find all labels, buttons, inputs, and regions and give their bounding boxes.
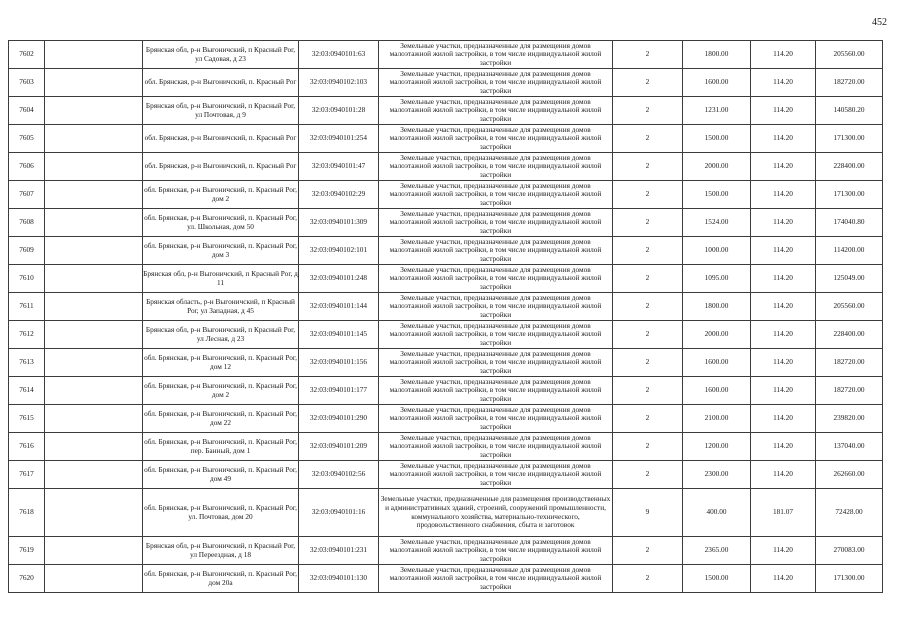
page-number: 452	[872, 17, 887, 28]
specific-value-cell: 114.20	[751, 209, 816, 237]
land-use-cell: Земельные участки, предназначенные для размещения домов малоэтажной жилой застройки, в том числе индивидуальной жилой застройки	[379, 565, 613, 593]
blank-cell	[45, 537, 143, 565]
specific-value-cell: 114.20	[751, 293, 816, 321]
specific-value-cell: 114.20	[751, 321, 816, 349]
row-number-cell: 7612	[9, 321, 45, 349]
use-group-cell: 2	[613, 537, 683, 565]
row-number-cell: 7603	[9, 69, 45, 97]
cadastral-value-cell: 114200.00	[816, 237, 883, 265]
land-use-cell: Земельные участки, предназначенные для размещения домов малоэтажной жилой застройки, в том числе индивидуальной жилой застройки	[379, 97, 613, 125]
cadastral-value-cell: 262660.00	[816, 461, 883, 489]
land-use-cell: Земельные участки, предназначенные для размещения домов малоэтажной жилой застройки, в том числе индивидуальной жилой застройки	[379, 125, 613, 153]
use-group-cell: 2	[613, 181, 683, 209]
address-cell: обл. Брянская, р-н Выгоничский, п. Красный Рог, ул. Почтовая, дом 20	[143, 489, 299, 537]
address-cell: обл. Брянская, р-н Выгоничский, п. Красный Рог	[143, 153, 299, 181]
table-row	[9, 209, 883, 237]
row-number-cell: 7609	[9, 237, 45, 265]
cadastral-number-cell: 32:03:0940101:177	[299, 377, 379, 405]
address-cell: Брянская обл, р-н Выгоничский, п Красный Рог, ул Почтовая, д 9	[143, 97, 299, 125]
table-row	[9, 461, 883, 489]
blank-cell	[45, 69, 143, 97]
cadastral-number-cell: 32:03:0940101:156	[299, 349, 379, 377]
blank-cell	[45, 489, 143, 537]
row-number-cell: 7619	[9, 537, 45, 565]
row-number-cell: 7618	[9, 489, 45, 537]
area-cell: 2000.00	[683, 153, 751, 181]
cadastral-number-cell: 32:03:0940101:231	[299, 537, 379, 565]
table-row	[9, 41, 883, 69]
use-group-cell: 2	[613, 565, 683, 593]
row-number-cell: 7620	[9, 565, 45, 593]
use-group-cell: 2	[613, 377, 683, 405]
area-cell: 1800.00	[683, 293, 751, 321]
use-group-cell: 2	[613, 41, 683, 69]
use-group-cell: 2	[613, 125, 683, 153]
land-use-cell: Земельные участки, предназначенные для размещения домов малоэтажной жилой застройки, в том числе индивидуальной жилой застройки	[379, 349, 613, 377]
area-cell: 2300.00	[683, 461, 751, 489]
row-number-cell: 7605	[9, 125, 45, 153]
blank-cell	[45, 461, 143, 489]
cadastral-value-table	[8, 40, 883, 593]
land-use-cell: Земельные участки, предназначенные для размещения домов малоэтажной жилой застройки, в том числе индивидуальной жилой застройки	[379, 69, 613, 97]
area-cell: 1200.00	[683, 433, 751, 461]
cadastral-number-cell: 32:03:0940101:144	[299, 293, 379, 321]
use-group-cell: 2	[613, 265, 683, 293]
specific-value-cell: 114.20	[751, 377, 816, 405]
blank-cell	[45, 153, 143, 181]
use-group-cell: 9	[613, 489, 683, 537]
area-cell: 1500.00	[683, 125, 751, 153]
row-number-cell: 7616	[9, 433, 45, 461]
cadastral-number-cell: 32:03:0940102:103	[299, 69, 379, 97]
area-cell: 1600.00	[683, 69, 751, 97]
cadastral-value-cell: 228400.00	[816, 321, 883, 349]
table-row	[9, 125, 883, 153]
land-use-cell: Земельные участки, предназначенные для размещения домов малоэтажной жилой застройки, в том числе индивидуальной жилой застройки	[379, 293, 613, 321]
specific-value-cell: 114.20	[751, 97, 816, 125]
table-row	[9, 349, 883, 377]
cadastral-value-cell: 239820.00	[816, 405, 883, 433]
address-cell: обл. Брянская, р-н Выгоничский, п. Красный Рог, дом 3	[143, 237, 299, 265]
specific-value-cell: 114.20	[751, 265, 816, 293]
use-group-cell: 2	[613, 433, 683, 461]
specific-value-cell: 114.20	[751, 41, 816, 69]
specific-value-cell: 114.20	[751, 237, 816, 265]
table-row	[9, 433, 883, 461]
specific-value-cell: 114.20	[751, 181, 816, 209]
land-use-cell: Земельные участки, предназначенные для размещения домов малоэтажной жилой застройки, в том числе индивидуальной жилой застройки	[379, 41, 613, 69]
area-cell: 2000.00	[683, 321, 751, 349]
row-number-cell: 7617	[9, 461, 45, 489]
specific-value-cell: 181.07	[751, 489, 816, 537]
blank-cell	[45, 433, 143, 461]
address-cell: Брянская обл, р-н Выгоничский, п Красный Рог, д 11	[143, 265, 299, 293]
cadastral-number-cell: 32:03:0940101:47	[299, 153, 379, 181]
blank-cell	[45, 237, 143, 265]
use-group-cell: 2	[613, 461, 683, 489]
address-cell: Брянская обл, р-н Выгоничский, п Красный Рог, ул Переездная, д 18	[143, 537, 299, 565]
cadastral-number-cell: 32:03:0940101:145	[299, 321, 379, 349]
blank-cell	[45, 265, 143, 293]
cadastral-value-cell: 270083.00	[816, 537, 883, 565]
cadastral-number-cell: 32:03:0940101:309	[299, 209, 379, 237]
land-use-cell: Земельные участки, предназначенные для размещения домов малоэтажной жилой застройки, в том числе индивидуальной жилой застройки	[379, 237, 613, 265]
table-row	[9, 69, 883, 97]
land-use-cell: Земельные участки, предназначенные для размещения домов малоэтажной жилой застройки, в том числе индивидуальной жилой застройки	[379, 209, 613, 237]
blank-cell	[45, 349, 143, 377]
specific-value-cell: 114.20	[751, 125, 816, 153]
table-row	[9, 321, 883, 349]
table-row	[9, 405, 883, 433]
cadastral-value-cell: 228400.00	[816, 153, 883, 181]
blank-cell	[45, 181, 143, 209]
area-cell: 1600.00	[683, 349, 751, 377]
address-cell: обл. Брянская, р-н Выгоничский, п. Красный Рог, пер. Банный, дом 1	[143, 433, 299, 461]
cadastral-number-cell: 32:03:0940101:254	[299, 125, 379, 153]
land-use-cell: Земельные участки, предназначенные для размещения домов малоэтажной жилой застройки, в том числе индивидуальной жилой застройки	[379, 265, 613, 293]
cadastral-value-cell: 182720.00	[816, 377, 883, 405]
cadastral-value-cell: 72428.00	[816, 489, 883, 537]
land-use-cell: Земельные участки, предназначенные для размещения домов малоэтажной жилой застройки, в том числе индивидуальной жилой застройки	[379, 321, 613, 349]
cadastral-number-cell: 32:03:0940101:248	[299, 265, 379, 293]
table-row	[9, 181, 883, 209]
address-cell: Брянская область, р-н Выгоничский, п Красный Рог, ул Западная, д 45	[143, 293, 299, 321]
specific-value-cell: 114.20	[751, 405, 816, 433]
area-cell: 1500.00	[683, 565, 751, 593]
row-number-cell: 7610	[9, 265, 45, 293]
table-row	[9, 377, 883, 405]
row-number-cell: 7613	[9, 349, 45, 377]
address-cell: обл. Брянская, р-н Выгоничский, п. Красный Рог, дом 2	[143, 181, 299, 209]
cadastral-value-cell: 137040.00	[816, 433, 883, 461]
specific-value-cell: 114.20	[751, 69, 816, 97]
use-group-cell: 2	[613, 405, 683, 433]
address-cell: Брянская обл, р-н Выгоничский, п Красный Рог, ул Садовая, д 23	[143, 41, 299, 69]
specific-value-cell: 114.20	[751, 153, 816, 181]
blank-cell	[45, 293, 143, 321]
use-group-cell: 2	[613, 97, 683, 125]
address-cell: обл. Брянская, р-н Выгоничский, п. Красный Рог, дом 2	[143, 377, 299, 405]
use-group-cell: 2	[613, 293, 683, 321]
row-number-cell: 7606	[9, 153, 45, 181]
specific-value-cell: 114.20	[751, 537, 816, 565]
blank-cell	[45, 125, 143, 153]
area-cell: 1000.00	[683, 237, 751, 265]
cadastral-number-cell: 32:03:0940101:209	[299, 433, 379, 461]
specific-value-cell: 114.20	[751, 461, 816, 489]
cadastral-value-cell: 140580.20	[816, 97, 883, 125]
cadastral-value-cell: 182720.00	[816, 349, 883, 377]
area-cell: 1231.00	[683, 97, 751, 125]
table-row	[9, 293, 883, 321]
table-row	[9, 565, 883, 593]
use-group-cell: 2	[613, 69, 683, 97]
use-group-cell: 2	[613, 237, 683, 265]
row-number-cell: 7608	[9, 209, 45, 237]
row-number-cell: 7604	[9, 97, 45, 125]
address-cell: обл. Брянская, р-н Выгоничский, п. Красный Рог	[143, 69, 299, 97]
address-cell: обл. Брянская, р-н Выгоничский, п. Красный Рог, ул. Школьная, дом 50	[143, 209, 299, 237]
address-cell: обл. Брянская, р-н Выгоничский, п. Красный Рог, дом 20а	[143, 565, 299, 593]
table-row	[9, 489, 883, 537]
address-cell: обл. Брянская, р-н Выгоничский, п. Красный Рог, дом 12	[143, 349, 299, 377]
use-group-cell: 2	[613, 321, 683, 349]
address-cell: обл. Брянская, р-н Выгоничский, п. Красный Рог, дом 22	[143, 405, 299, 433]
area-cell: 2365.00	[683, 537, 751, 565]
cadastral-value-cell: 171300.00	[816, 181, 883, 209]
specific-value-cell: 114.20	[751, 349, 816, 377]
blank-cell	[45, 97, 143, 125]
blank-cell	[45, 405, 143, 433]
land-use-cell: Земельные участки, предназначенные для размещения домов малоэтажной жилой застройки, в том числе индивидуальной жилой застройки	[379, 181, 613, 209]
land-use-cell: Земельные участки, предназначенные для размещения домов малоэтажной жилой застройки, в том числе индивидуальной жилой застройки	[379, 461, 613, 489]
cadastral-number-cell: 32:03:0940101:63	[299, 41, 379, 69]
land-use-cell: Земельные участки, предназначенные для размещения производственных и административных зданий, строений, сооружений промышленности, коммунального хозяйства, материально-технического, продовольственного снабжения, сбыта и заготовок	[379, 489, 613, 537]
cadastral-value-cell: 171300.00	[816, 565, 883, 593]
land-use-cell: Земельные участки, предназначенные для размещения домов малоэтажной жилой застройки, в том числе индивидуальной жилой застройки	[379, 377, 613, 405]
area-cell: 2100.00	[683, 405, 751, 433]
specific-value-cell: 114.20	[751, 433, 816, 461]
cadastral-value-cell: 174040.80	[816, 209, 883, 237]
cadastral-value-cell: 205560.00	[816, 293, 883, 321]
use-group-cell: 2	[613, 209, 683, 237]
area-cell: 1800.00	[683, 41, 751, 69]
cadastral-number-cell: 32:03:0940101:290	[299, 405, 379, 433]
table-row	[9, 537, 883, 565]
row-number-cell: 7611	[9, 293, 45, 321]
area-cell: 1500.00	[683, 181, 751, 209]
cadastral-number-cell: 32:03:0940101:16	[299, 489, 379, 537]
address-cell: Брянская обл, р-н Выгоничский, п Красный Рог, ул Лесная, д 23	[143, 321, 299, 349]
land-use-cell: Земельные участки, предназначенные для размещения домов малоэтажной жилой застройки, в том числе индивидуальной жилой застройки	[379, 537, 613, 565]
cadastral-number-cell: 32:03:0940101:28	[299, 97, 379, 125]
land-use-cell: Земельные участки, предназначенные для размещения домов малоэтажной жилой застройки, в том числе индивидуальной жилой застройки	[379, 405, 613, 433]
area-cell: 1524.00	[683, 209, 751, 237]
cadastral-value-cell: 171300.00	[816, 125, 883, 153]
blank-cell	[45, 377, 143, 405]
area-cell: 1600.00	[683, 377, 751, 405]
cadastral-value-cell: 205560.00	[816, 41, 883, 69]
use-group-cell: 2	[613, 349, 683, 377]
address-cell: обл. Брянская, р-н Выгоничский, п. Красный Рог, дом 49	[143, 461, 299, 489]
land-use-cell: Земельные участки, предназначенные для размещения домов малоэтажной жилой застройки, в том числе индивидуальной жилой застройки	[379, 153, 613, 181]
land-use-cell: Земельные участки, предназначенные для размещения домов малоэтажной жилой застройки, в том числе индивидуальной жилой застройки	[379, 433, 613, 461]
row-number-cell: 7614	[9, 377, 45, 405]
blank-cell	[45, 565, 143, 593]
blank-cell	[45, 321, 143, 349]
row-number-cell: 7615	[9, 405, 45, 433]
row-number-cell: 7607	[9, 181, 45, 209]
blank-cell	[45, 209, 143, 237]
area-cell: 1095.00	[683, 265, 751, 293]
area-cell: 400.00	[683, 489, 751, 537]
cadastral-number-cell: 32:03:0940101:130	[299, 565, 379, 593]
cadastral-number-cell: 32:03:0940102:101	[299, 237, 379, 265]
table-row	[9, 153, 883, 181]
use-group-cell: 2	[613, 153, 683, 181]
row-number-cell: 7602	[9, 41, 45, 69]
table-row	[9, 97, 883, 125]
address-cell: обл. Брянская, р-н Выгоничский, п. Красный Рог	[143, 125, 299, 153]
cadastral-value-cell: 182720.00	[816, 69, 883, 97]
specific-value-cell: 114.20	[751, 565, 816, 593]
table-row	[9, 265, 883, 293]
cadastral-number-cell: 32:03:0940102:29	[299, 181, 379, 209]
table-row	[9, 237, 883, 265]
cadastral-number-cell: 32:03:0940102:56	[299, 461, 379, 489]
blank-cell	[45, 41, 143, 69]
cadastral-value-cell: 125049.00	[816, 265, 883, 293]
